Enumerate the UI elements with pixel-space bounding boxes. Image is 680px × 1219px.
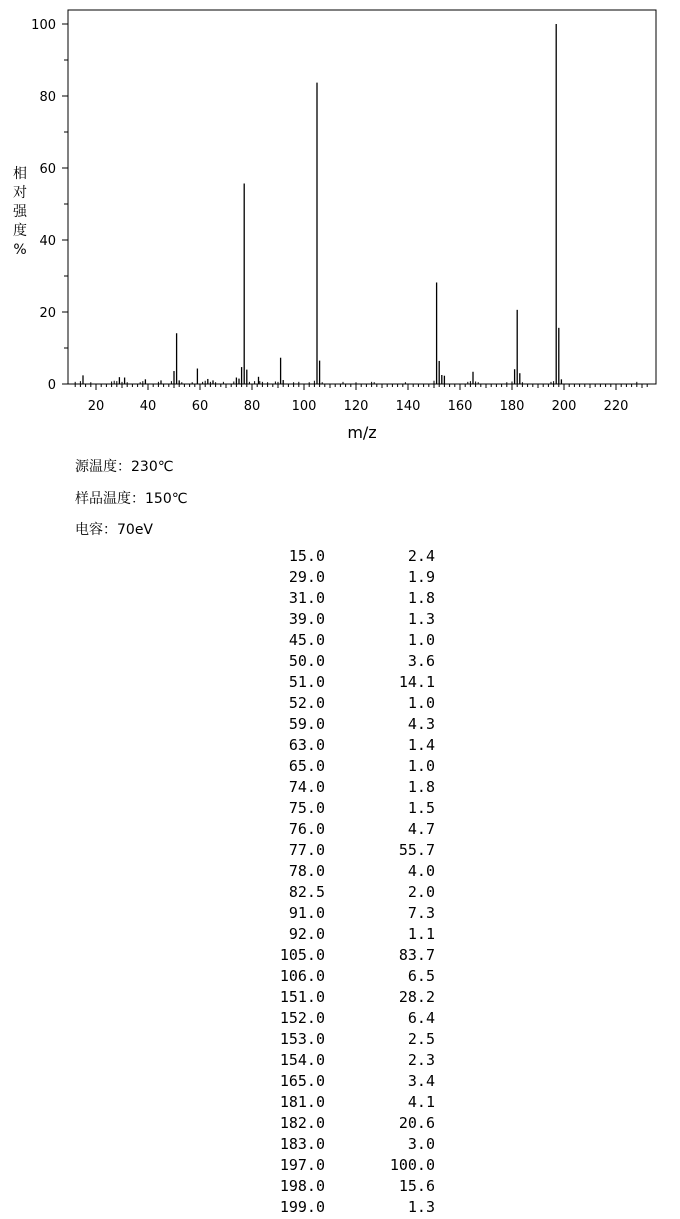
- peak-mz: 106.0: [279, 967, 325, 985]
- peak-table-row: [240, 861, 435, 882]
- peak-table-row: [240, 987, 435, 1008]
- y-tick-label: 60: [39, 162, 56, 177]
- plot-frame: [68, 10, 656, 384]
- x-tick-label: 180: [499, 399, 525, 414]
- y-axis-label-char: 对: [13, 185, 27, 201]
- y-tick-label: 80: [39, 90, 56, 105]
- mass-spectrum-chart: [0, 0, 680, 450]
- peak-table-row: [240, 588, 435, 609]
- peak-intensity: 1.5: [407, 799, 435, 817]
- peak-intensity: 3.6: [407, 652, 435, 670]
- x-tick-label: 60: [191, 399, 209, 414]
- peak-intensity: 2.5: [407, 1030, 435, 1048]
- ionization-energy: 电容：70eV: [75, 522, 154, 538]
- y-axis: [31, 18, 68, 393]
- peak-table-row: [240, 672, 435, 693]
- peak-mz: 183.0: [279, 1135, 325, 1153]
- peak-mz: 197.0: [279, 1156, 325, 1174]
- peak-table-row: [240, 882, 435, 903]
- x-tick-label: 220: [603, 399, 629, 414]
- peak-intensity: 3.0: [407, 1135, 435, 1153]
- peak-table-row: [240, 546, 435, 567]
- peak-intensity: 1.3: [407, 610, 435, 628]
- peak-mz: 52.0: [288, 694, 325, 712]
- y-axis-label-char: 度: [13, 223, 27, 239]
- x-tick-label: 80: [243, 399, 261, 414]
- x-tick-label: 160: [447, 399, 473, 414]
- peak-intensity: 1.8: [407, 589, 435, 607]
- peak-bars: [83, 24, 561, 384]
- peak-table-row: [240, 1050, 435, 1071]
- peak-intensity: 4.3: [407, 715, 435, 733]
- peak-mz: 152.0: [279, 1009, 325, 1027]
- y-axis-label: [13, 165, 28, 258]
- peak-intensity: 1.3: [407, 1198, 435, 1216]
- peak-table-row: [240, 735, 435, 756]
- peak-intensity: 1.1: [407, 925, 435, 943]
- x-tick-label: 40: [139, 399, 157, 414]
- peak-mz: 78.0: [288, 862, 325, 880]
- peak-intensity: 1.0: [407, 694, 435, 712]
- peak-intensity: 4.1: [407, 1093, 435, 1111]
- peak-mz: 39.0: [288, 610, 325, 628]
- peak-intensity: 6.5: [407, 967, 435, 985]
- peak-table-row: [240, 1092, 435, 1113]
- peak-table-row: [240, 651, 435, 672]
- peak-table-row: [240, 1155, 435, 1176]
- y-tick-label: 100: [31, 18, 56, 33]
- peak-mz: 51.0: [288, 673, 325, 691]
- peak-table-row: [240, 903, 435, 924]
- peak-table-row: [240, 1134, 435, 1155]
- peak-mz: 82.5: [288, 883, 325, 901]
- peak-mz: 181.0: [279, 1093, 325, 1111]
- y-axis-label-char: 相: [13, 166, 27, 182]
- x-tick-label: 140: [395, 399, 421, 414]
- peak-mz: 76.0: [288, 820, 325, 838]
- peak-intensity: 3.4: [407, 1072, 435, 1090]
- peak-intensity: 4.7: [407, 820, 435, 838]
- peak-mz: 92.0: [288, 925, 325, 943]
- peak-mz: 182.0: [279, 1114, 325, 1132]
- peak-table-row: [240, 1176, 435, 1197]
- peak-intensity: 1.8: [407, 778, 435, 796]
- peak-table-row: [240, 1071, 435, 1092]
- peak-table-row: [240, 924, 435, 945]
- y-tick-label: 40: [39, 234, 56, 249]
- peak-mz: 50.0: [288, 652, 325, 670]
- x-axis-label: m/z: [347, 423, 377, 442]
- peak-table-row: [240, 1008, 435, 1029]
- peak-mz: 31.0: [288, 589, 325, 607]
- peak-mz: 75.0: [288, 799, 325, 817]
- peak-intensity: 2.3: [407, 1051, 435, 1069]
- peak-mz: 199.0: [279, 1198, 325, 1216]
- peak-table-row: [240, 798, 435, 819]
- peak-table-row: [240, 1113, 435, 1134]
- y-tick-label: 0: [47, 378, 56, 393]
- peak-intensity: 7.3: [407, 904, 435, 922]
- peak-table-row: [240, 945, 435, 966]
- peak-intensity: 100.0: [389, 1156, 435, 1174]
- peak-intensity: 1.4: [407, 736, 435, 754]
- peak-intensity: 28.2: [398, 988, 435, 1006]
- y-tick-label: 20: [39, 306, 56, 321]
- peak-table-row: [240, 609, 435, 630]
- peak-mz: 29.0: [288, 568, 325, 586]
- peak-intensity: 1.9: [407, 568, 435, 586]
- x-tick-label: 20: [87, 399, 105, 414]
- peak-mz: 45.0: [288, 631, 325, 649]
- peak-table-row: [240, 819, 435, 840]
- peak-table-row: [240, 1197, 435, 1218]
- sample-temperature: 样品温度：150℃: [75, 491, 188, 507]
- peak-intensity: 2.4: [407, 547, 435, 565]
- x-axis: [75, 384, 647, 414]
- peak-mz: 153.0: [279, 1030, 325, 1048]
- peak-intensity: 55.7: [398, 841, 435, 859]
- peak-mz: 77.0: [288, 841, 325, 859]
- peak-table: [240, 546, 435, 1218]
- peak-intensity: 4.0: [407, 862, 435, 880]
- x-tick-label: 100: [291, 399, 317, 414]
- peak-table-row: [240, 630, 435, 651]
- peak-mz: 63.0: [288, 736, 325, 754]
- peak-table-row: [240, 693, 435, 714]
- peak-table-row: [240, 840, 435, 861]
- peak-mz: 151.0: [279, 988, 325, 1006]
- peak-mz: 165.0: [279, 1072, 325, 1090]
- peak-intensity: 1.0: [407, 757, 435, 775]
- peak-mz: 91.0: [288, 904, 325, 922]
- peak-mz: 65.0: [288, 757, 325, 775]
- source-temperature: 源温度：230℃: [75, 459, 174, 475]
- peak-table-row: [240, 966, 435, 987]
- peak-table-row: [240, 777, 435, 798]
- peak-intensity: 83.7: [398, 946, 435, 964]
- peak-intensity: 20.6: [398, 1114, 435, 1132]
- peak-intensity: 15.6: [398, 1177, 435, 1195]
- peak-table-row: [240, 567, 435, 588]
- peak-table-row: [240, 714, 435, 735]
- peak-intensity: 14.1: [398, 673, 435, 691]
- peak-mz: 105.0: [279, 946, 325, 964]
- y-axis-label-char: %: [13, 242, 27, 258]
- peak-intensity: 2.0: [407, 883, 435, 901]
- peak-intensity: 1.0: [407, 631, 435, 649]
- peak-mz: 15.0: [288, 547, 325, 565]
- x-tick-label: 120: [343, 399, 369, 414]
- peak-table-row: [240, 1029, 435, 1050]
- peak-intensity: 6.4: [407, 1009, 435, 1027]
- peak-mz: 154.0: [279, 1051, 325, 1069]
- y-axis-label-char: 强: [13, 204, 27, 220]
- peak-mz: 198.0: [279, 1177, 325, 1195]
- peak-mz: 59.0: [288, 715, 325, 733]
- x-tick-label: 200: [551, 399, 577, 414]
- peak-mz: 74.0: [288, 778, 325, 796]
- peak-table-row: [240, 756, 435, 777]
